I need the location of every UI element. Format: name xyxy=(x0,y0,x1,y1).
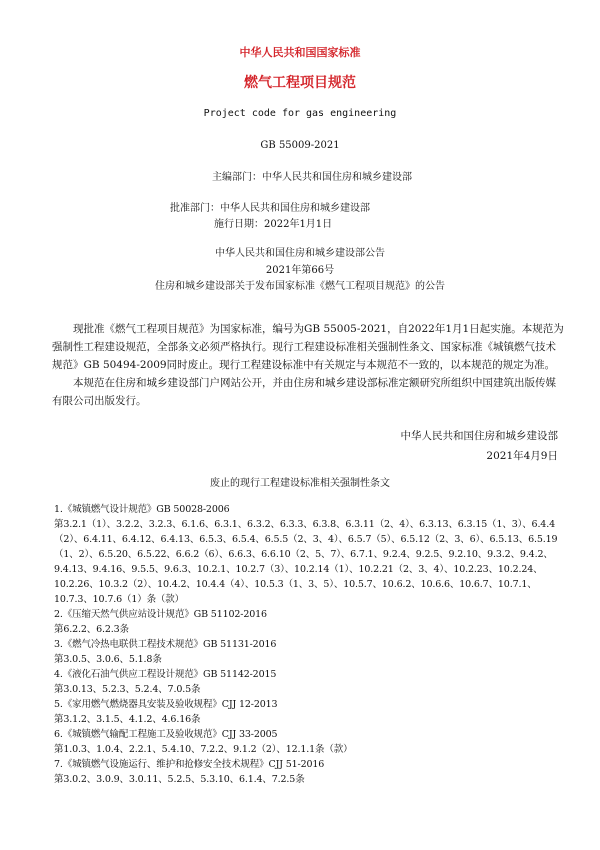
notice-body xyxy=(52,320,564,410)
signature-org: 中华人民共和国住房和城乡建设部 xyxy=(400,430,558,442)
list-item-detail: 第6.2.2、6.2.3条 xyxy=(54,624,129,635)
list-item-name: 3.《燃气冷热电联供工程技术规范》GB 51131-2016 xyxy=(54,639,277,650)
signature-date: 2021年4月9日 xyxy=(486,450,558,462)
notice-subject: 住房和城乡建设部关于发布国家标准《燃气工程项目规范》的公告 xyxy=(155,281,445,292)
list-item-detail: 第3.0.5、3.0.6、5.1.8条 xyxy=(54,654,162,665)
list-item-detail: 第3.0.13、5.2.3、5.2.4、7.0.5条 xyxy=(54,684,201,695)
notice-number: 2021年第66号 xyxy=(265,265,335,276)
list-section-title: 废止的现行工程建设标准相关强制性条文 xyxy=(210,478,390,489)
list-item-name: 1.《城镇燃气设计规范》GB 50028-2006 xyxy=(54,504,230,515)
list-item-detail: 第3.0.2、3.0.9、3.0.11、5.2.5、5.3.10、6.1.4、7.2.5条 xyxy=(54,774,305,785)
series-title: 中华人民共和国国家标准 xyxy=(239,46,361,59)
list-item-name: 6.《城镇燃气输配工程施工及验收规范》CJJ 33-2005 xyxy=(54,729,278,740)
list-item-name: 2.《压缩天然气供应站设计规范》GB 51102-2016 xyxy=(54,609,267,620)
document-title-cn: 燃气工程项目规范 xyxy=(244,75,356,91)
list-item-name: 7.《城镇燃气设施运行、维护和抢修安全技术规程》CJJ 51-2016 xyxy=(54,759,325,770)
notice-title: 中华人民共和国住房和城乡建设部公告 xyxy=(215,248,385,259)
list-item-name: 4.《液化石油气供应工程设计规范》GB 51142-2015 xyxy=(54,669,277,680)
body-paragraph-2: 本规范在住房和城乡建设部门户网站公开，并由住房和城乡建设部标准定额研究所组织中国建筑出版传媒有限公司出版发行。 xyxy=(52,377,556,407)
list-item-detail: 第3.2.1（1）、3.2.2、3.2.3、6.1.6、6.3.1、6.3.2、6.3.3、6.3.8、6.3.11（2、4）、6.3.13、6.3.15（1、3）、6.4.4（2）、6.4.11、6.4.12、6.4.13、6.5.3、6.5.4、6.5.5（2、3、4）、6.5.7（5）、6.5.12（2、3、6）、6.5.13、6.5.19（1、2）、6.5.20、6.5.22、6.6.2（6）、6.6.3、6.6.10（2、5、7）、6.7.1、9.2.4、9.2.5、9.2.10、9.3.2、9.4.2、9.4.13、9.4.16、9.5.5、9.6.3、10.2.1、10.2.7（3）、10.2.14（1）、10.2.21（2、3、4）、10.2.23、10.2.24、10.2.26、10.3.2（2）、10.4.2、10.4.4（4）、10.5.3（1、3、5）、10.5.7、10.6.2、10.6.6、10.6.7、10.7.1、10.7.3、10.7.6（1）条（款） xyxy=(54,519,558,605)
document-title-en: Project code for gas engineering xyxy=(203,108,397,119)
editor-department: 主编部门：中华人民共和国住房和城乡建设部 xyxy=(212,172,412,183)
effective-date: 施行日期：2022年1月1日 xyxy=(214,219,333,230)
standard-code: GB 55009-2021 xyxy=(260,140,340,151)
list-item-name: 5.《家用燃气燃烧器具安装及验收规程》CJJ 12-2013 xyxy=(54,699,278,710)
list-item-detail: 第1.0.3、1.0.4、2.2.1、5.4.10、7.2.2、9.1.2（2）、12.1.1条（款） xyxy=(54,744,353,755)
body-paragraph-1: 现批准《燃气工程项目规范》为国家标准，编号为GB 55005-2021，自2022年1月1日起实施。本规范为强制性工程建设规范，全部条文必须严格执行。现行工程建设标准相关强制性条文、国家标准《城镇燃气技术规范》GB 50494-2009同时废止。现行工程建设标准中有关规定与本规范不一致的，以本规范的规定为准。 xyxy=(52,323,564,371)
abolished-clauses-list xyxy=(54,502,566,787)
approver-department: 批准部门：中华人民共和国住房和城乡建设部 xyxy=(170,203,370,214)
list-item-detail: 第3.1.2、3.1.5、4.1.2、4.6.16条 xyxy=(54,714,201,725)
